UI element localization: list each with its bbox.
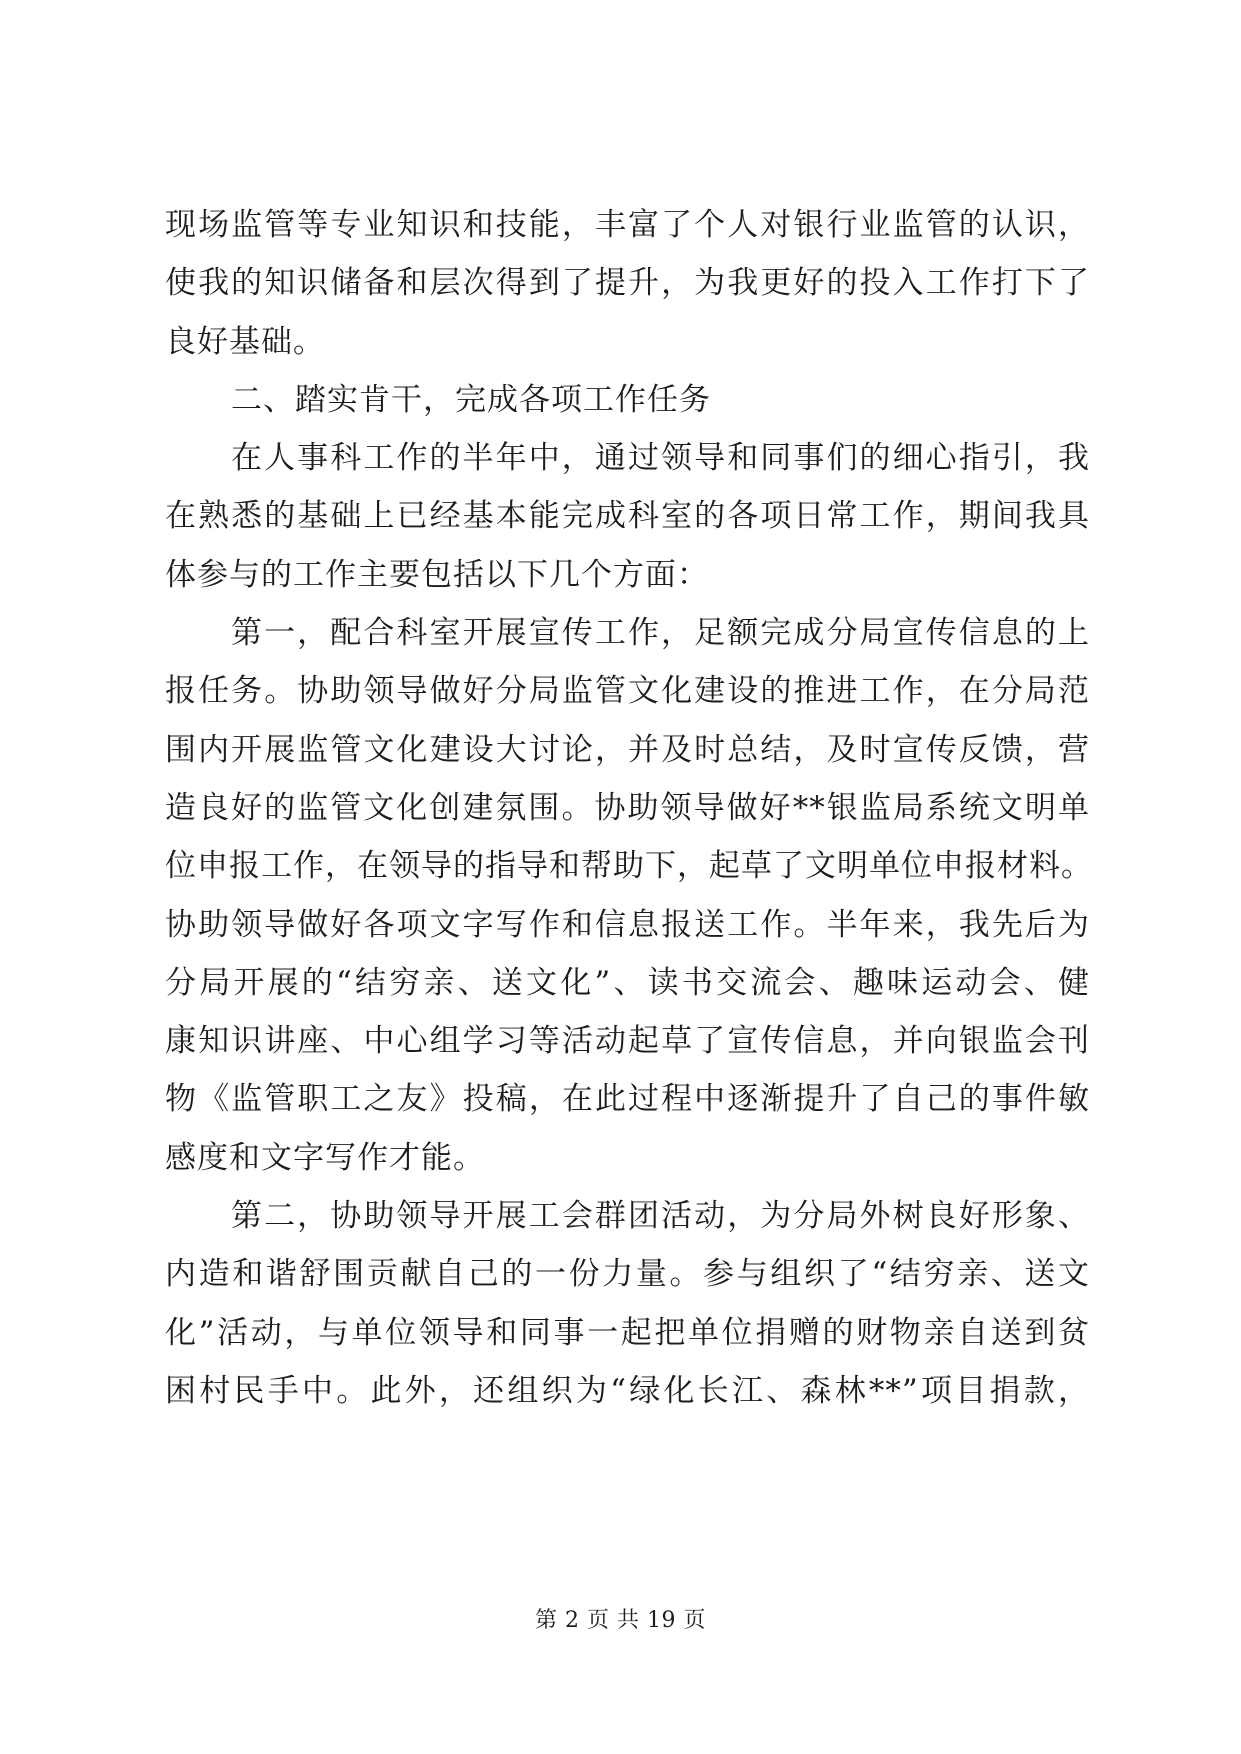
text-line: 体参与的工作主要包括以下几个方面：: [165, 556, 709, 593]
text-line: 第二，协助领导开展工会群团活动，为分局外树良好形象、: [231, 1198, 1090, 1235]
text-line: 良好基础。: [165, 323, 325, 360]
text-line: 围内开展监管文化建设大讨论，并及时总结，及时宣传反馈，营: [165, 731, 1090, 768]
text-line: 物《监管职工之友》投稿，在此过程中逐渐提升了自己的事件敏: [165, 1081, 1090, 1118]
text-line: 报任务。协助领导做好分局监管文化建设的推进工作，在分局范: [165, 673, 1090, 710]
text-line: 在人事科工作的半年中，通过领导和同事们的细心指引，我: [231, 440, 1090, 477]
text-line: 困村民手中。此外，还组织为“绿化长江、森林**”项目捐款，: [165, 1372, 1090, 1409]
page-number-footer: 第 2 页 共 19 页: [535, 1608, 706, 1633]
text-line: 化”活动，与单位领导和同事一起把单位捐赠的财物亲自送到贫: [165, 1314, 1090, 1351]
text-line: 分局开展的“结穷亲、送文化”、读书交流会、趣味运动会、健: [165, 964, 1090, 1001]
text-line: 第一，配合科室开展宣传工作，足额完成分局宣传信息的上: [231, 615, 1090, 652]
text-line: 感度和文字写作才能。: [165, 1139, 485, 1176]
text-line: 在熟悉的基础上已经基本能完成科室的各项日常工作，期间我具: [165, 498, 1090, 535]
text-line: 造良好的监管文化创建氛围。协助领导做好**银监局系统文明单: [165, 789, 1090, 826]
document-body: [165, 196, 1093, 1420]
text-line: 内造和谐舒围贡献自己的一份力量。参与组织了“结穷亲、送文: [165, 1256, 1090, 1293]
section-heading: 二、踏实肯干，完成各项工作任务: [231, 381, 711, 418]
text-line: 协助领导做好各项文字写作和信息报送工作。半年来，我先后为: [165, 906, 1090, 943]
text-line: 现场监管等专业知识和技能，丰富了个人对银行业监管的认识，: [165, 207, 1090, 243]
text-line: 位申报工作，在领导的指导和帮助下，起草了文明单位申报材料。: [165, 848, 1093, 885]
text-line: 康知识讲座、中心组学习等活动起草了宣传信息，并向银监会刊: [165, 1023, 1090, 1060]
text-line: 使我的知识储备和层次得到了提升，为我更好的投入工作打下了: [165, 265, 1090, 302]
